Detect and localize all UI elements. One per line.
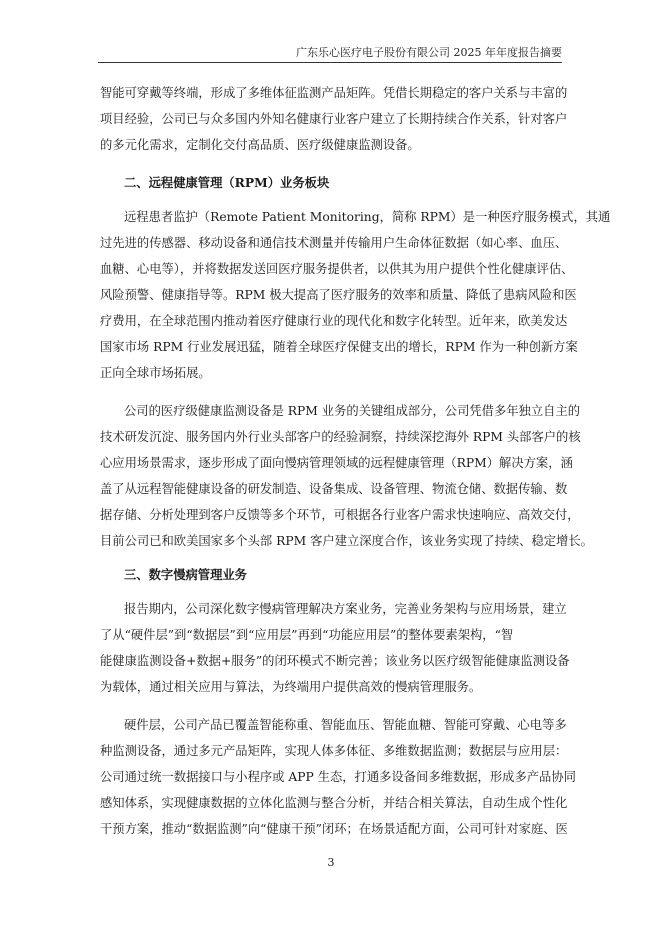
header-divider: [98, 62, 562, 63]
text-line: 血糖、心电等），并将数据发送回医疗服务提供者，以供其为用户提供个性化健康评估、: [100, 262, 574, 276]
text-line: 硬件层，公司产品已覆盖智能称重、智能血压、智能血糖、智能可穿戴、心电等多: [124, 718, 567, 732]
text-line: 感知体系，实现健康数据的立体化监测与整合分析，并结合相关算法，自动生成个性化: [100, 796, 568, 810]
text-line: 心应用场景需求，逐步形成了面向慢病管理领域的远程健康管理（RPM）解决方案，涵: [100, 456, 573, 470]
text-line: 了从“硬件层”到“数据层”到“应用层”再到“功能应用层”的整体要素架构，“智: [100, 628, 514, 642]
text-line: 技术研发沉淀、服务国内外行业头部客户的经验洞察，持续深挖海外 RPM 头部客户的核: [100, 430, 581, 444]
text-line: 正向全球市场拓展。: [100, 366, 211, 380]
text-line: 风险预警、健康指导等。RPM 极大提高了医疗服务的效率和质量、降低了患病风险和医: [100, 288, 577, 302]
text-line: 远程患者监护（Remote Patient Monitoring，简称 RPM）是一种医疗服务模式，其通: [124, 210, 611, 224]
text-line: 公司的医疗级健康监测设备是 RPM 业务的关键组成部分，公司凭借多年独立自主的: [124, 404, 581, 418]
text-line: 据存储、分析处理到客户反馈等多个环节，可根据各行业客户需求快速响应、高效交付，: [100, 508, 580, 522]
text-line: 项目经验，公司已与众多国内外知名健康行业客户建立了长期持续合作关系，针对客户: [100, 112, 568, 126]
text-line: 报告期内，公司深化数字慢病管理解决方案业务，完善业务架构与应用场景，建立: [124, 602, 567, 616]
text-line: 公司通过统一数据接口与小程序或 APP 生态，打通多设备间多维数据，形成多产品协同: [100, 770, 576, 784]
text-line: 干预方案，推动“数据监测”向“健康干预”闭环；在场景适配方面，公司可针对家庭、医: [100, 822, 568, 836]
text-line: 的多元化需求，定制化交付高品质、医疗级健康监测设备。: [100, 138, 420, 152]
text-line: 智能可穿戴等终端，形成了多维体征监测产品矩阵。凭借长期稳定的客户关系与丰富的: [100, 86, 568, 100]
text-line: 疗费用，在全球范围内推动着医疗健康行业的现代化和数字化转型。近年来，欧美发达: [100, 314, 568, 328]
page-number: 3: [327, 856, 335, 869]
text-line: 国家市场 RPM 行业发展迅猛，随着全球医疗保健支出的增长，RPM 作为一种创新方案: [100, 340, 578, 354]
text-line: 为载体，通过相关应用与算法，为终端用户提供高效的慢病管理服务。: [100, 680, 482, 694]
text-line: 能健康监测设备+数据+服务”的闭环模式不断完善；该业务以医疗级智能健康监测设备: [100, 654, 570, 668]
text-line: 盖了从远程智能健康设备的研发制造、设备集成、设备管理、物流仓储、数据传输、数: [100, 482, 568, 496]
report-title: 广东乐心医疗电子股份有限公司 2025 年年度报告摘要: [296, 46, 562, 59]
section-heading-rpm: 二、远程健康管理（RPM）业务板块: [124, 175, 330, 190]
text-line: 种监测设备，通过多元产品矩阵，实现人体多体征、多维数据监测；数据层与应用层：: [100, 744, 568, 758]
section-heading-chronic-disease: 三、数字慢病管理业务: [124, 567, 247, 582]
text-line: 目前公司已和欧美国家多个头部 RPM 客户建立深度合作，该业务实现了持续、稳定增长。: [100, 534, 593, 548]
text-line: 过先进的传感器、移动设备和通信技术测量并传输用户生命体征数据（如心率、血压、: [100, 236, 568, 250]
